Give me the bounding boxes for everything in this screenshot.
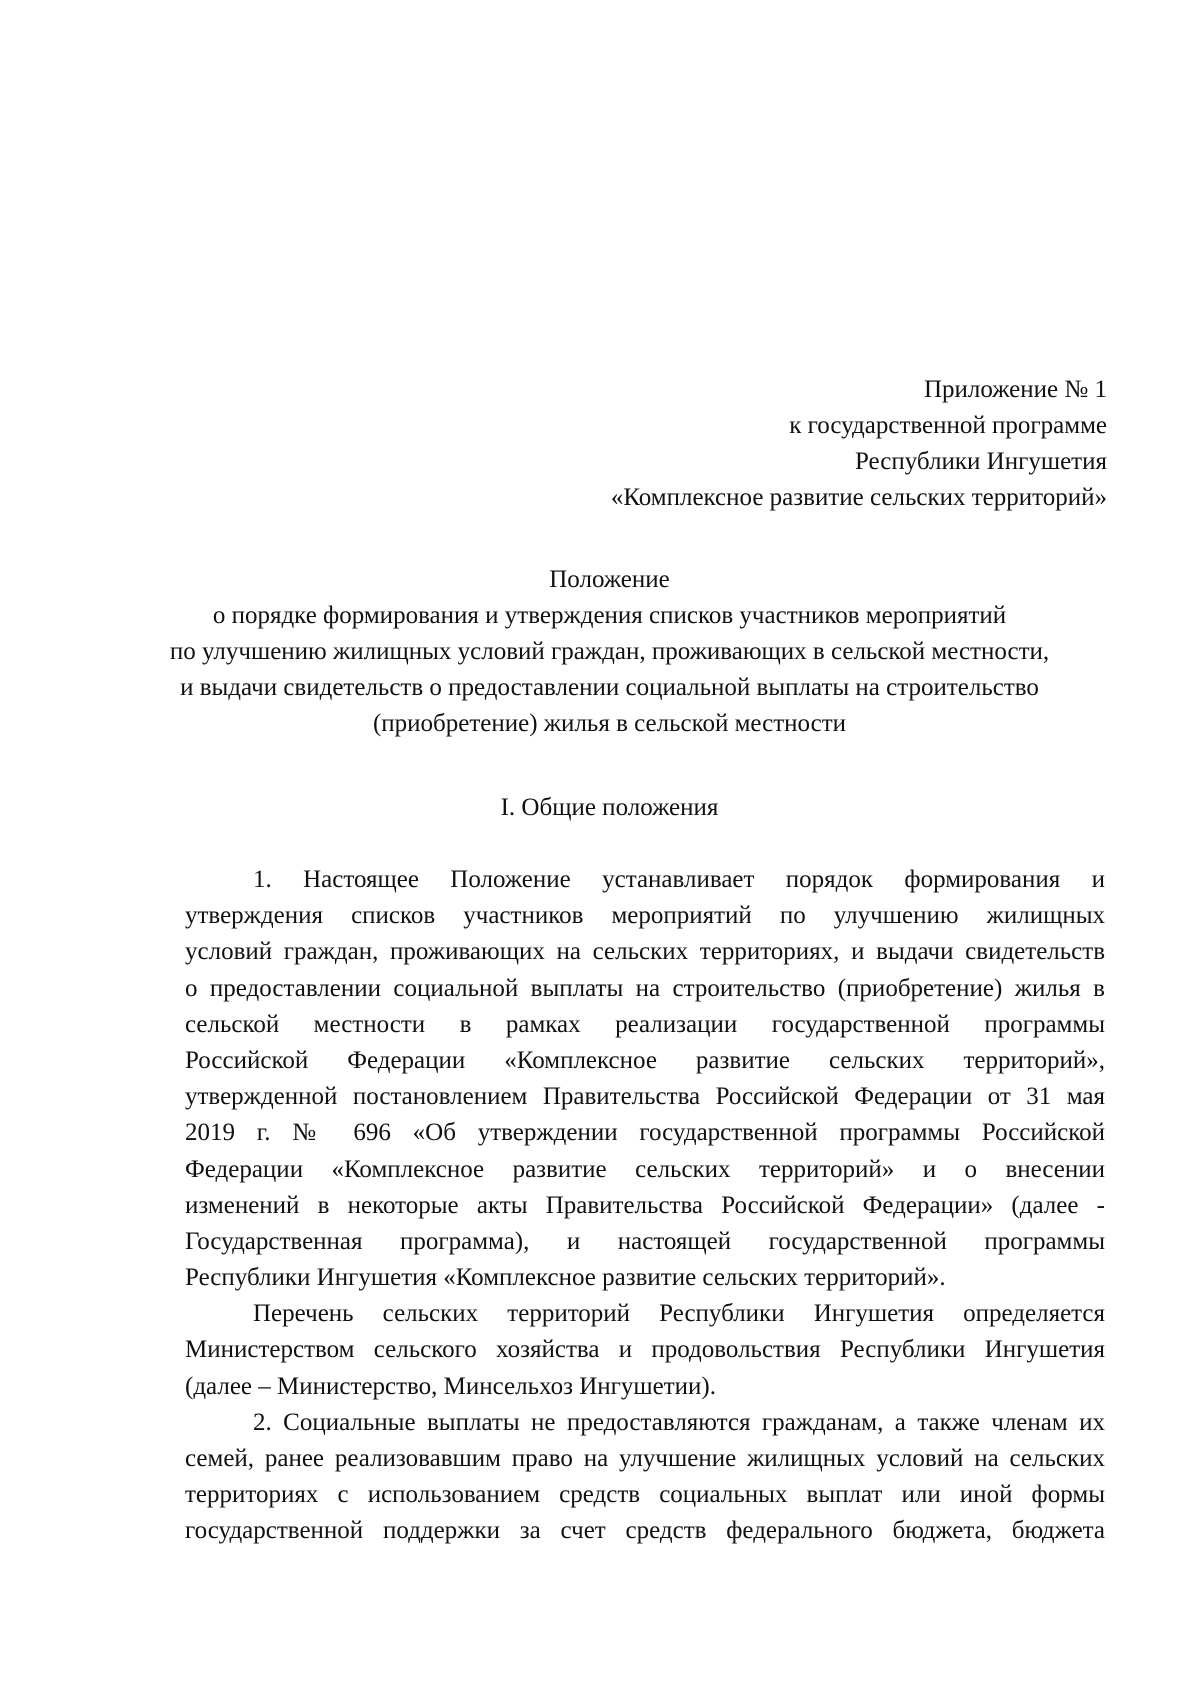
appendix-line: к государственной программе: [789, 412, 1107, 439]
text-line: 2. Социальные выплаты не предоставляются гражданам, а также членам их: [253, 1408, 1105, 1436]
text-line: Государственная программа), и настоящей государственной программы: [185, 1227, 1105, 1255]
subtitle-line: по улучшению жилищных условий граждан, проживающих в сельской местности,: [169, 638, 1050, 665]
document-body: [117, 862, 1105, 1550]
text-line: Федерации «Комплексное развитие сельских территорий» и о внесении: [185, 1155, 1105, 1183]
subtitle-line: о порядке формирования и утверждения списков участников мероприятий: [212, 602, 1007, 629]
document-subtitle: [112, 598, 1107, 742]
text-line: Министерством сельского хозяйства и продовольствия Республики Ингушетия: [185, 1336, 1105, 1364]
paragraph-3: [117, 1405, 1105, 1550]
appendix-line: «Комплексное развитие сельских территорий»: [610, 484, 1107, 511]
appendix-line: Приложение № 1: [923, 376, 1107, 403]
text-line: территориях с использованием средств социальных выплат или иной формы: [185, 1481, 1105, 1509]
text-line: 1. Настоящее Положение устанавливает порядок формирования и: [253, 866, 1105, 893]
subtitle-line: и выдачи свидетельств о предоставлении социальной выплаты на строительство: [180, 674, 1039, 701]
text-line: сельской местности в рамках реализации государственной программы: [185, 1010, 1105, 1038]
text-line: 2019 г. № 696 «Об утверждении государственной программы Российской: [185, 1119, 1105, 1147]
text-line: Республики Ингушетия «Комплексное развитие сельских территорий».: [185, 1264, 946, 1292]
text-line: условий граждан, проживающих на сельских территориях, и выдачи свидетельств: [185, 938, 1105, 966]
text-line: Российской Федерации «Комплексное развитие сельских территорий»,: [185, 1046, 1105, 1074]
appendix-line: Республики Ингушетия: [854, 448, 1107, 475]
text-line: изменений в некоторые акты Правительства Российской Федерации» (далее -: [185, 1191, 1105, 1219]
text-line: (далее – Министерство, Минсельхоз Ингушетии).: [185, 1372, 716, 1400]
section-title: I. Общие положения: [500, 794, 719, 821]
document-title: Положение: [549, 566, 670, 593]
paragraph-2: [117, 1296, 1105, 1405]
text-line: семей, ранее реализовавшим право на улучшение жилищных условий на сельских: [185, 1445, 1105, 1472]
text-line: утвержденной постановлением Правительства Российской Федерации от 31 мая: [185, 1083, 1105, 1111]
text-line: утверждения списков участников мероприятий по улучшению жилищных: [185, 902, 1105, 930]
text-line: Перечень сельских территорий Республики Ингушетия определяется: [253, 1300, 1105, 1328]
text-line: государственной поддержки за счет средств федерального бюджета, бюджета: [185, 1517, 1105, 1545]
subtitle-line: (приобретение) жилья в сельской местности: [372, 710, 847, 737]
appendix-header: [407, 372, 1107, 516]
text-line: о предоставлении социальной выплаты на строительство (приобретение) жилья в: [185, 974, 1105, 1002]
document-heading: [112, 562, 1107, 742]
paragraph-1: [117, 862, 1105, 1296]
